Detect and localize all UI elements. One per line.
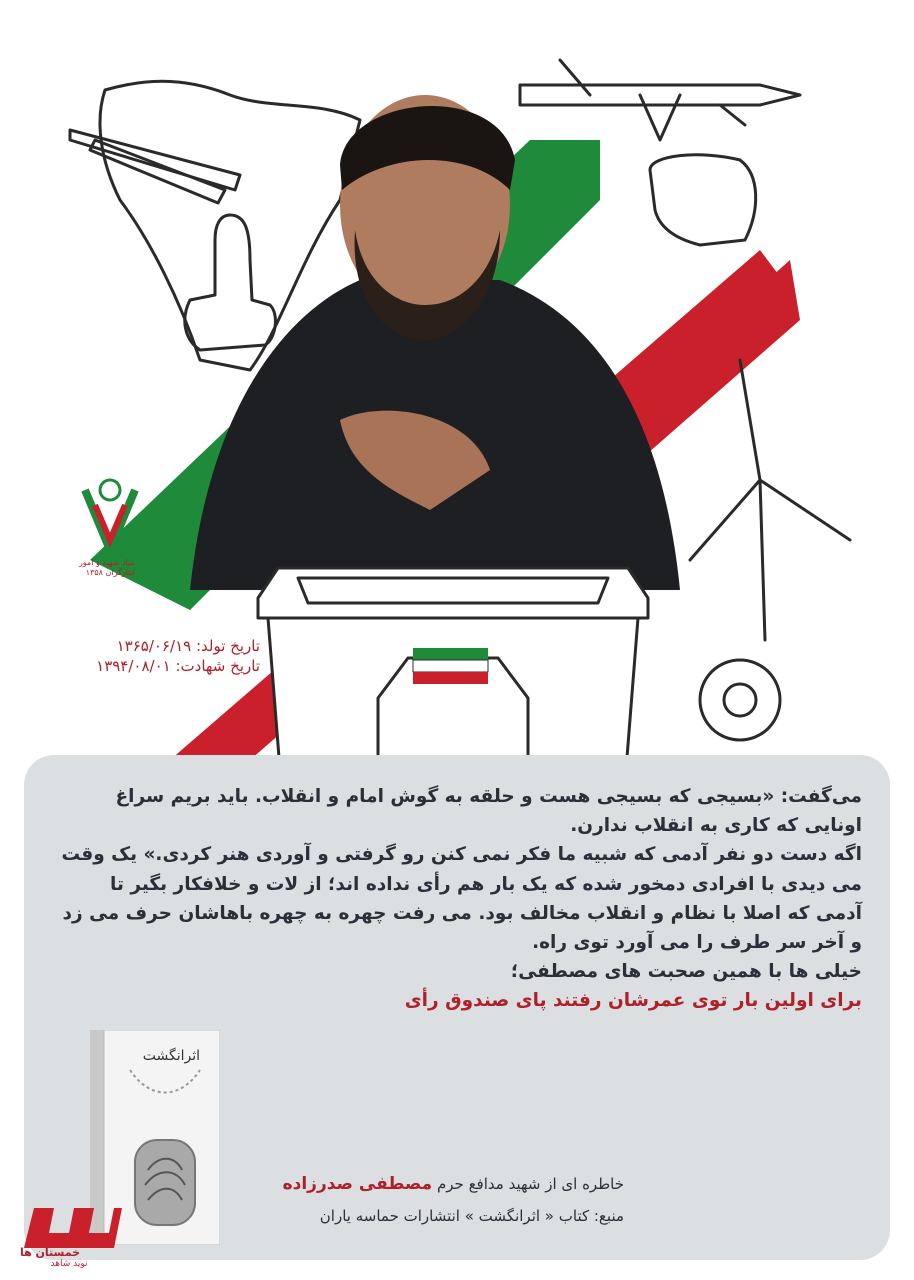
logo-caption: بنیاد شهید و امور ایثارگران ۱۳۵۸ (78, 558, 135, 577)
credit-line (277, 1168, 624, 1200)
quote-line: اونایی که کاری به انقلاب ندارن. (570, 815, 862, 837)
quote-highlight: برای اولین بار توی عمرشان رفتند پای صندوق رأی (404, 990, 862, 1012)
dates (40, 636, 260, 676)
flag-red (413, 672, 488, 684)
credit-source: منبع: کتاب « اثرانگشت » انتشارات حماسه یاران (319, 1207, 624, 1225)
portrait-photo (170, 70, 690, 590)
book-title: اثرانگشت (142, 1048, 200, 1064)
quote-line: اگه دست دو نفر آدمی که شبیه ما فکر نمی کنن رو گرفتی و آوردی هنر کردی.» یک وقت (61, 844, 862, 866)
martyr-name: مصطفی صدرزاده (282, 1174, 433, 1194)
quote-line: آدمی که اصلا با نظام و انقلاب مخالف بود. می رفت چهره به چهره باهاشان حرف می زد (62, 902, 862, 924)
quote-text (42, 782, 862, 1016)
quote-line: می‌گفت: «بسیجی که بسیجی هست و حلقه به گوش امام و انقلاب. باید بریم سراغ (115, 786, 862, 807)
martyrdom-date: تاریخ شهادت: ۱۳۹۴/۰۸/۰۱ (96, 657, 260, 675)
gear-icon (700, 660, 780, 740)
credit (277, 1168, 624, 1232)
credit-prefix: خاطره ای از شهید مدافع حرم (436, 1175, 624, 1193)
quote-line: و آخر سر طرف را می آورد توی راه. (532, 932, 862, 954)
quote-line: می دیدی با افرادی دمخور شده که یک بار هم رأی نداده اند؛ از لات و خلافکار بگیر تا (110, 873, 862, 895)
wind-turbine-icon (690, 360, 850, 640)
birth-date: تاریخ تولد: ۱۳۶۵/۰۶/۱۹ (116, 637, 260, 655)
brand-logo-text: نوید شاهد (50, 1259, 88, 1268)
flag-green (413, 648, 488, 660)
quote-line: خیلی ها با همین صحبت های مصطفی؛ (510, 961, 862, 983)
brand-sub: خمستان ها (19, 1246, 81, 1259)
flag-white (413, 660, 488, 672)
